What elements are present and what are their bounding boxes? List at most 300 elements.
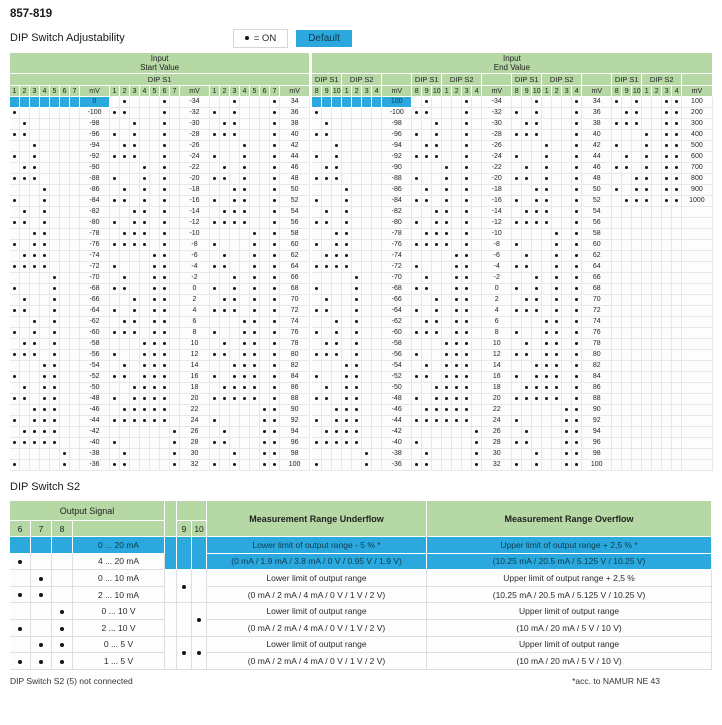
mv-cell: -46	[80, 405, 110, 416]
switch-cell	[442, 218, 452, 229]
switch-cell	[672, 328, 682, 339]
switch-cell	[170, 262, 180, 273]
on-dot	[43, 254, 46, 257]
switch-cell	[270, 174, 280, 185]
on-dot	[153, 254, 156, 257]
on-dot	[53, 320, 56, 323]
switch-cell	[270, 438, 280, 449]
on-dot	[113, 111, 116, 114]
switch-cell	[472, 339, 482, 350]
on-dot	[555, 254, 558, 257]
switch-cell	[542, 141, 552, 152]
switch-cell	[612, 394, 622, 405]
switch-cell	[642, 317, 652, 328]
switch-cell	[422, 273, 432, 284]
on-dot	[53, 430, 56, 433]
on-dot	[233, 364, 236, 367]
on-dot	[515, 309, 518, 312]
switch-cell	[30, 240, 40, 251]
switch-cell	[472, 273, 482, 284]
switch-cell	[10, 339, 20, 350]
switch-cell	[652, 328, 662, 339]
switch-cell	[642, 218, 652, 229]
switch-cell	[220, 251, 230, 262]
switch-cell	[422, 306, 432, 317]
mv-cell: 4	[482, 306, 512, 317]
on-dot	[60, 643, 64, 647]
switch-cell	[562, 339, 572, 350]
switch-cell	[512, 361, 522, 372]
on-dot	[345, 386, 348, 389]
switch-cell	[462, 218, 472, 229]
switch-cell	[40, 240, 50, 251]
mv-cell: -60	[382, 328, 412, 339]
switch-cell	[652, 372, 662, 383]
switch-cell	[352, 460, 362, 471]
switch-cell	[672, 196, 682, 207]
switch-cell	[30, 273, 40, 284]
switch-cell	[130, 273, 140, 284]
on-dot	[455, 276, 458, 279]
mv-cell: -78	[80, 229, 110, 240]
switch-cell	[210, 328, 220, 339]
on-dot	[515, 177, 518, 180]
on-dot	[555, 375, 558, 378]
on-dot	[465, 353, 468, 356]
switch-cell	[612, 372, 622, 383]
mv-cell	[682, 317, 712, 328]
on-dot	[635, 199, 638, 202]
switch-cell	[632, 152, 642, 163]
on-dot	[133, 320, 136, 323]
mv-cell: 28	[482, 438, 512, 449]
switch-cell	[240, 416, 250, 427]
output-signal-row	[10, 637, 712, 654]
switch-cell	[532, 317, 542, 328]
switch-cell	[50, 317, 60, 328]
switch-cell	[662, 317, 672, 328]
mv-cell: 64	[280, 262, 310, 273]
switch-cell	[60, 339, 70, 350]
switch-cell	[120, 306, 130, 317]
switch-cell	[322, 416, 332, 427]
switch-cell	[472, 295, 482, 306]
on-dot	[465, 276, 468, 279]
switch-cell	[522, 229, 532, 240]
switch-cell	[342, 295, 352, 306]
switch-cell	[250, 141, 260, 152]
switch-cell	[672, 273, 682, 284]
on-dot	[213, 265, 216, 268]
mv-cell: -46	[382, 405, 412, 416]
on-dot	[243, 210, 246, 213]
on-dot	[345, 254, 348, 257]
switch-cell	[512, 240, 522, 251]
mv-cell: 70	[582, 295, 612, 306]
mv-cell: -2	[180, 273, 210, 284]
switch-cell	[632, 372, 642, 383]
switch-col-header: 6	[260, 86, 270, 97]
on-dot	[213, 243, 216, 246]
mv-cell: 72	[280, 306, 310, 317]
switch-cell-default	[30, 97, 40, 108]
switch-cell	[332, 119, 342, 130]
on-dot	[635, 100, 638, 103]
on-dot	[475, 452, 478, 455]
mode-col-header: 10	[192, 521, 207, 537]
switch-cell	[352, 229, 362, 240]
underflow-cell: (0 mA / 2 mA / 4 mA / 0 V / 1 V / 2 V)	[207, 620, 427, 637]
switch-cell	[332, 196, 342, 207]
switch-cell	[250, 295, 260, 306]
on-dot	[33, 155, 36, 158]
top-table-row	[10, 361, 713, 372]
top-table-row	[10, 405, 713, 416]
switch-cell	[170, 306, 180, 317]
on-dot	[455, 254, 458, 257]
switch-cell	[612, 130, 622, 141]
switch-cell	[240, 350, 250, 361]
switch-col-header: 10	[632, 86, 642, 97]
switch-cell	[30, 405, 40, 416]
switch-cell	[642, 306, 652, 317]
switch-cell	[442, 449, 452, 460]
on-dot	[325, 430, 328, 433]
switch-cell	[130, 383, 140, 394]
on-dot	[315, 221, 318, 224]
switch-cell	[642, 119, 652, 130]
switch-cell	[270, 108, 280, 119]
on-dot	[43, 441, 46, 444]
switch-cell	[522, 174, 532, 185]
switch-cell	[542, 185, 552, 196]
switch-cell	[472, 262, 482, 273]
switch-cell	[50, 449, 60, 460]
switch-cell	[220, 218, 230, 229]
switch-cell	[452, 405, 462, 416]
switch-cell	[270, 317, 280, 328]
switch-cell	[562, 394, 572, 405]
mv-cell: -62	[80, 317, 110, 328]
on-dot	[535, 111, 538, 114]
switch-cell	[412, 185, 422, 196]
switch-cell	[170, 207, 180, 218]
on-dot	[645, 188, 648, 191]
switch-cell	[110, 262, 120, 273]
switch-cell	[150, 460, 160, 471]
mv-cell	[682, 383, 712, 394]
on-dot	[415, 375, 418, 378]
mv-cell: 92	[582, 416, 612, 427]
switch-cell	[130, 394, 140, 405]
switch-cell	[612, 119, 622, 130]
on-dot	[173, 430, 176, 433]
switch-cell	[170, 361, 180, 372]
on-dot	[555, 397, 558, 400]
switch-cell	[140, 262, 150, 273]
on-dot	[123, 364, 126, 367]
on-dot	[355, 287, 358, 290]
switch-cell	[70, 416, 80, 427]
switch-cell	[10, 218, 20, 229]
on-dot	[335, 166, 338, 169]
switch-cell	[40, 119, 50, 130]
on-dot	[335, 342, 338, 345]
switch-cell	[270, 207, 280, 218]
mv-cell: 10	[482, 339, 512, 350]
switch-cell	[312, 174, 322, 185]
switch-cell	[20, 383, 30, 394]
switch-cell	[60, 284, 70, 295]
mv-cell: -64	[382, 306, 412, 317]
s2-switch-cell	[52, 554, 73, 571]
on-dot	[113, 155, 116, 158]
on-dot	[435, 210, 438, 213]
switch-cell	[250, 262, 260, 273]
switch-cell	[20, 130, 30, 141]
switch-cell	[210, 119, 220, 130]
switch-cell	[60, 449, 70, 460]
switch-cell	[652, 394, 662, 405]
on-dot	[223, 430, 226, 433]
switch-cell	[642, 229, 652, 240]
mv-cell: -84	[80, 196, 110, 207]
mv-cell: 30	[482, 449, 512, 460]
on-dot	[525, 177, 528, 180]
switch-cell	[170, 119, 180, 130]
s2-mode-cell	[177, 603, 192, 636]
switch-cell	[270, 97, 280, 108]
overflow-cell: Upper limit of output range + 2,5 %	[427, 570, 712, 587]
switch-cell	[332, 449, 342, 460]
on-dot	[213, 331, 216, 334]
switch-cell	[130, 427, 140, 438]
mv-col-header: mV	[682, 86, 712, 97]
mv-cell: 88	[582, 394, 612, 405]
switch-cell	[672, 262, 682, 273]
on-dot	[123, 155, 126, 158]
switch-cell	[632, 394, 642, 405]
switch-cell	[250, 185, 260, 196]
switch-cell	[40, 229, 50, 240]
switch-cell	[512, 97, 522, 108]
on-dot	[465, 408, 468, 411]
switch-cell	[422, 460, 432, 471]
s2-switch-cell	[31, 554, 52, 571]
separator-cell	[165, 637, 177, 670]
switch-cell	[342, 196, 352, 207]
switch-cell-default	[20, 97, 30, 108]
mv-cell	[682, 416, 712, 427]
switch-cell	[412, 262, 422, 273]
switch-cell	[210, 163, 220, 174]
switch-cell	[542, 196, 552, 207]
switch-cell	[342, 185, 352, 196]
switch-cell-default	[70, 97, 80, 108]
switch-cell	[542, 130, 552, 141]
on-dot	[445, 177, 448, 180]
switch-cell	[150, 284, 160, 295]
mv-cell: -62	[382, 317, 412, 328]
switch-cell	[632, 262, 642, 273]
on-dot	[355, 309, 358, 312]
on-dot	[33, 177, 36, 180]
switch-cell	[572, 229, 582, 240]
switch-cell	[10, 240, 20, 251]
switch-cell	[140, 361, 150, 372]
switch-cell	[160, 438, 170, 449]
mv-cell: 50	[280, 185, 310, 196]
on-dot	[163, 419, 166, 422]
switch-cell	[612, 240, 622, 251]
mv-cell: -40	[382, 438, 412, 449]
switch-cell	[332, 130, 342, 141]
switch-cell	[442, 350, 452, 361]
switch-cell	[632, 350, 642, 361]
mv-cell: 200	[682, 108, 712, 119]
switch-cell	[362, 262, 372, 273]
mv-cell: 84	[280, 372, 310, 383]
switch-cell	[452, 185, 462, 196]
switch-cell	[672, 350, 682, 361]
on-dot	[223, 353, 226, 356]
switch-cell	[372, 284, 382, 295]
switch-cell	[342, 328, 352, 339]
on-dot	[575, 353, 578, 356]
switch-cell	[352, 361, 362, 372]
switch-cell	[352, 163, 362, 174]
mv-cell: -10	[180, 229, 210, 240]
mv-cell: 18	[180, 383, 210, 394]
switch-cell	[672, 383, 682, 394]
underflow-cell: Lower limit of output range	[207, 570, 427, 587]
switch-cell	[522, 405, 532, 416]
on-dot	[515, 331, 518, 334]
on-dot	[123, 243, 126, 246]
output-signal-label: 2 ... 10 mA	[73, 587, 165, 604]
switch-cell	[612, 141, 622, 152]
switch-cell	[572, 328, 582, 339]
on-dot	[143, 210, 146, 213]
switch-cell	[452, 240, 462, 251]
switch-cell	[462, 394, 472, 405]
mv-cell: 36	[582, 108, 612, 119]
switch-cell	[130, 262, 140, 273]
on-dot	[525, 210, 528, 213]
switch-cell	[612, 284, 622, 295]
on-dot	[425, 100, 428, 103]
switch-cell	[562, 108, 572, 119]
switch-cell	[312, 141, 322, 152]
on-dot	[163, 243, 166, 246]
switch-cell-default	[312, 97, 322, 108]
switch-cell	[120, 405, 130, 416]
switch-cell	[532, 339, 542, 350]
on-dot	[545, 166, 548, 169]
switch-cell	[672, 361, 682, 372]
switch-cell	[342, 449, 352, 460]
switch-cell	[532, 394, 542, 405]
switch-cell	[622, 119, 632, 130]
switch-cell	[160, 251, 170, 262]
mv-cell: 40	[582, 130, 612, 141]
switch-cell	[40, 262, 50, 273]
switch-cell	[140, 460, 150, 471]
switch-cell	[552, 416, 562, 427]
switch-cell	[622, 163, 632, 174]
switch-cell	[512, 196, 522, 207]
on-dot	[515, 375, 518, 378]
switch-cell	[622, 185, 632, 196]
on-dot	[415, 353, 418, 356]
switch-cell	[662, 262, 672, 273]
on-dot	[263, 452, 266, 455]
switch-cell	[110, 295, 120, 306]
switch-cell	[532, 295, 542, 306]
switch-col-header: 1	[642, 86, 652, 97]
switch-cell	[412, 372, 422, 383]
switch-cell	[652, 130, 662, 141]
switch-cell	[150, 394, 160, 405]
switch-cell	[110, 394, 120, 405]
top-table-row	[10, 207, 713, 218]
switch-cell	[552, 97, 562, 108]
switch-col-header: 6	[60, 86, 70, 97]
switch-cell	[432, 284, 442, 295]
switch-cell	[322, 207, 332, 218]
switch-cell	[10, 196, 20, 207]
on-dot	[315, 199, 318, 202]
on-dot	[253, 342, 256, 345]
switch-cell	[30, 108, 40, 119]
switch-col-header: 5	[50, 86, 60, 97]
on-dot	[345, 397, 348, 400]
on-dot	[545, 210, 548, 213]
switch-cell	[40, 328, 50, 339]
switch-cell	[50, 251, 60, 262]
switch-cell	[110, 350, 120, 361]
on-dot	[355, 386, 358, 389]
overflow-cell: Upper limit of output range	[427, 637, 712, 654]
switch-cell	[260, 449, 270, 460]
switch-cell	[150, 383, 160, 394]
switch-cell	[10, 317, 20, 328]
switch-cell	[612, 361, 622, 372]
switch-cell	[40, 108, 50, 119]
switch-cell	[120, 97, 130, 108]
switch-cell	[160, 449, 170, 460]
switch-cell	[220, 207, 230, 218]
on-dot	[335, 254, 338, 257]
on-dot	[325, 397, 328, 400]
switch-cell	[372, 405, 382, 416]
on-dot	[113, 353, 116, 356]
switch-cell	[30, 394, 40, 405]
switch-cell	[652, 449, 662, 460]
dip-s1-header: DIP S1	[10, 74, 310, 86]
switch-cell	[352, 119, 362, 130]
top-table-row	[10, 141, 713, 152]
on-dot	[113, 287, 116, 290]
on-dot	[163, 309, 166, 312]
switch-cell	[322, 229, 332, 240]
switch-cell	[522, 185, 532, 196]
switch-cell	[662, 141, 672, 152]
switch-cell	[50, 108, 60, 119]
mv-cell: 50	[582, 185, 612, 196]
switch-cell	[352, 196, 362, 207]
s2-switch-cell	[52, 537, 73, 554]
